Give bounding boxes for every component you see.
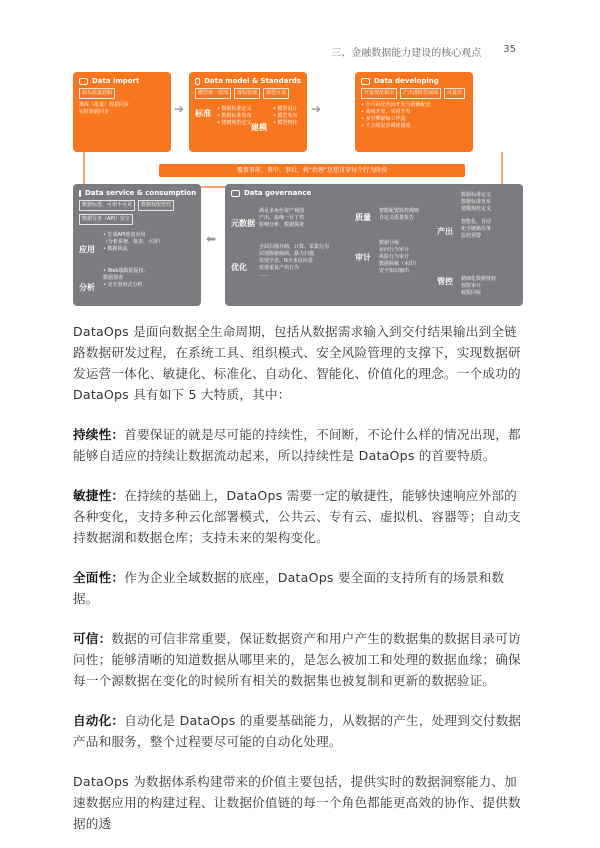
paragraph bbox=[73, 628, 525, 691]
paragraph-text: 自动化是 DataOps 的重要基础能力，从数据的产生，处理到交付数据产品和服务，整个过程要尽可能的自动化处理。 bbox=[73, 713, 522, 749]
arrow-right-icon: ➔ bbox=[311, 102, 322, 116]
page-header bbox=[331, 44, 516, 59]
service-chip: 数据分享（API）安全 bbox=[79, 214, 133, 225]
build-section bbox=[251, 124, 267, 131]
app-lines bbox=[103, 232, 163, 253]
build-line: • 模型物化 bbox=[273, 120, 298, 126]
box-title: Data developing bbox=[374, 77, 439, 85]
control-section bbox=[437, 278, 453, 285]
paragraph-label: 全面性： bbox=[73, 570, 125, 585]
paragraph-label: 敏捷性： bbox=[73, 488, 125, 503]
optimize-heading: 优化 bbox=[231, 263, 247, 272]
app-heading: 应用 bbox=[79, 245, 95, 254]
app-section bbox=[79, 246, 95, 253]
meta-line: 满足多角色资产视图 bbox=[259, 208, 305, 214]
dev-line: • 离线开发、实时开发 bbox=[361, 109, 411, 115]
dev-line: • 全可视化代码开发与依赖配置 bbox=[361, 102, 431, 108]
paragraph-label: 自动化： bbox=[73, 713, 125, 728]
output-section bbox=[437, 228, 453, 235]
analysis-lines bbox=[103, 268, 148, 289]
quality-line: 智能配置监控规则 bbox=[379, 208, 420, 214]
paragraph bbox=[73, 485, 525, 548]
box-title: Data governance bbox=[244, 189, 312, 197]
app-line: • 生成API连接应用 bbox=[103, 232, 146, 238]
output-heading: 产出 bbox=[437, 227, 453, 236]
dev-chip: 可复性 bbox=[444, 88, 465, 99]
optimize-line: …… bbox=[259, 272, 269, 278]
optimize-section bbox=[231, 264, 247, 271]
import-line: 实时数据同步 bbox=[79, 109, 110, 115]
paragraph bbox=[73, 567, 525, 609]
dev-chip: 产出准时性保障 bbox=[400, 88, 441, 99]
control-heading: 管控 bbox=[437, 277, 453, 286]
arrow-right-icon: ➔ bbox=[174, 102, 185, 116]
box-title: Data model & Standards bbox=[204, 77, 301, 85]
dev-line: • 千万级复杂调度调度 bbox=[361, 123, 411, 129]
service-chip: 数据标准、可用不可见 bbox=[79, 200, 135, 211]
service-icon bbox=[79, 190, 81, 197]
optimize-line: 发现空表、N天未访问表 bbox=[259, 258, 313, 264]
analysis-line: • Web端数据提权、 bbox=[103, 268, 149, 274]
analysis-line: 数据探查 bbox=[103, 275, 124, 281]
output-line: 智能化、自动 bbox=[461, 219, 492, 225]
control-line: 权限回收 bbox=[461, 290, 482, 296]
output-line: 监控预警 bbox=[461, 233, 482, 239]
quality-line: 自定义质量报告 bbox=[379, 215, 415, 221]
quality-section bbox=[355, 214, 371, 221]
audit-line: 安全知识输出 bbox=[379, 268, 410, 274]
audit-heading: 审计 bbox=[355, 253, 371, 262]
standard-line: • 数据标准发布 bbox=[217, 113, 252, 119]
optimize-lines bbox=[259, 244, 329, 279]
control-line: 精细化数据授权 bbox=[461, 276, 497, 282]
arrow-left-icon: ⬅ bbox=[206, 232, 217, 246]
control-lines bbox=[461, 276, 496, 297]
quality-heading: 质量 bbox=[355, 213, 371, 222]
shield-icon bbox=[231, 190, 240, 197]
build-line: • 模型发布 bbox=[273, 113, 298, 119]
data-model-box bbox=[189, 72, 307, 152]
paragraph-text: 作为企业全域数据的底座，DataOps 要全面的支持所有的场景和数据。 bbox=[73, 570, 505, 606]
meta-section bbox=[231, 220, 255, 227]
paragraph-text: DataOps 为数据体系构建带来的价值主要包括，提供实时的数据洞察能力、加速数据应用的构建过程、让数据价值链的每一个角色都能更高效的协作、提供数据的透 bbox=[73, 774, 521, 831]
audit-line: 访问行为审计 bbox=[379, 247, 410, 253]
quality-lines bbox=[379, 208, 419, 222]
paragraph bbox=[73, 424, 525, 466]
meta-heading: 元数据 bbox=[231, 219, 255, 228]
body-text bbox=[73, 321, 525, 848]
link-icon bbox=[79, 78, 88, 85]
output-line: 数据标准定义 bbox=[461, 192, 492, 198]
paragraph-label: 持续性： bbox=[73, 427, 125, 442]
standard-line: • 建模规范定义 bbox=[217, 120, 252, 126]
meta-line: 产出、血缘一目了然 bbox=[259, 215, 305, 221]
control-line: 权限审计 bbox=[461, 283, 482, 289]
dev-line: • 多引擎混编工作流 bbox=[361, 116, 406, 122]
paragraph-text: DataOps 是面向数据全生命周期，包括从数据需求输入到交付结果输出到全链路数据研发过程，在系统工具、组织模式、安全风险管理的支撑下，实现数据研发运营一体化、敏捷化、标准化、自动化、智能化、价值化的理念。一个成功的 DataOps 具有如下 5 大特质，其中： bbox=[73, 324, 521, 402]
audit-lines bbox=[379, 240, 419, 275]
analysis-line: • 交互查询式分析 bbox=[103, 282, 143, 288]
build-heading: 建模 bbox=[251, 123, 267, 132]
governance-banner: 覆盖事前、事中、事后，将“治理”思想贯穿每个行为阶段 bbox=[159, 164, 465, 177]
paragraph bbox=[73, 771, 525, 834]
output-lines bbox=[461, 192, 491, 240]
data-developing-box bbox=[355, 72, 473, 152]
model-chip: 落标管理 bbox=[234, 88, 260, 99]
data-governance-box bbox=[225, 184, 523, 306]
audit-line: 数据脱敏（水印） bbox=[379, 261, 420, 267]
model-chip: 模型可视 bbox=[263, 88, 289, 99]
optimize-line: 全面扫描存储、计算、采集行为 bbox=[259, 244, 330, 250]
optimize-line: 发现重复产出行为 bbox=[259, 265, 300, 271]
build-lines bbox=[273, 106, 298, 127]
output-line: 化全链路任务 bbox=[461, 226, 492, 232]
grid-icon bbox=[195, 78, 200, 85]
optimize-line: 识别数据倾斜、暴力扫描 bbox=[259, 251, 315, 257]
meta-lines bbox=[259, 208, 304, 229]
build-line: • 模型设计 bbox=[273, 106, 298, 112]
code-icon bbox=[361, 78, 370, 85]
data-service-box bbox=[73, 184, 201, 306]
analysis-heading: 分析 bbox=[79, 283, 95, 292]
box-title: Data service & consumption bbox=[85, 189, 197, 197]
paragraph bbox=[73, 710, 525, 752]
dev-chip: 开发规范指引 bbox=[361, 88, 397, 99]
paragraph-label: 可信： bbox=[73, 631, 112, 646]
app-line: （分析系统、报表、大屏） bbox=[103, 239, 164, 245]
service-chip: 数据权限管控 bbox=[138, 200, 174, 211]
paragraph-text: 数据的可信非常重要，保证数据资产和用户产生的数据集的数据目录可访问性；能够清晰的知道数据从哪里来的，是怎么被加工和处理的数据血缘；确保每一个源数据在变化的时候所有相关的数据集也被复制和更新的数据验证。 bbox=[73, 631, 521, 688]
paragraph-text: 首要保证的就是尽可能的持续性，不间断，不论什么样的情况出现，都能够自适应的持续让数据流动起来，所以持续性是 DataOps 的首要特质。 bbox=[73, 427, 521, 463]
import-line: 离线（批量）数据同步 bbox=[79, 102, 130, 108]
data-import-box bbox=[73, 72, 171, 152]
paragraph-text: 在持续的基础上，DataOps 需要一定的敏捷性，能够快速响应外部的各种变化，支持多种云化部署模式，公共云、专有云、虚拟机、容器等；自动支持数据湖和数据仓库；支持未来的架构变化。 bbox=[73, 488, 521, 545]
meta-line: 影响分析、数据探查 bbox=[259, 222, 305, 228]
standard-line: • 数据标准定义 bbox=[217, 106, 252, 112]
standard-section bbox=[195, 110, 211, 117]
audit-section bbox=[355, 254, 371, 261]
paragraph bbox=[73, 321, 525, 405]
chapter-title: 三、金融数据能力建设的核心观点 bbox=[331, 48, 482, 59]
standard-lines bbox=[217, 106, 252, 127]
model-chip: 模型统一管理 bbox=[195, 88, 231, 99]
import-chip: 源头质量控制 bbox=[79, 88, 115, 99]
output-line: 建模规范定义 bbox=[461, 206, 492, 212]
app-line: • 数据回流 bbox=[103, 246, 128, 252]
audit-line: 数据分级 bbox=[379, 240, 400, 246]
audit-line: 风险行为审计 bbox=[379, 254, 410, 260]
output-line: 数据标准发布 bbox=[461, 199, 492, 205]
box-title: Data import bbox=[92, 77, 140, 85]
standard-heading: 标准 bbox=[195, 109, 211, 118]
dataops-diagram bbox=[73, 72, 523, 308]
page-number: 35 bbox=[503, 44, 516, 55]
analysis-section bbox=[79, 284, 95, 291]
